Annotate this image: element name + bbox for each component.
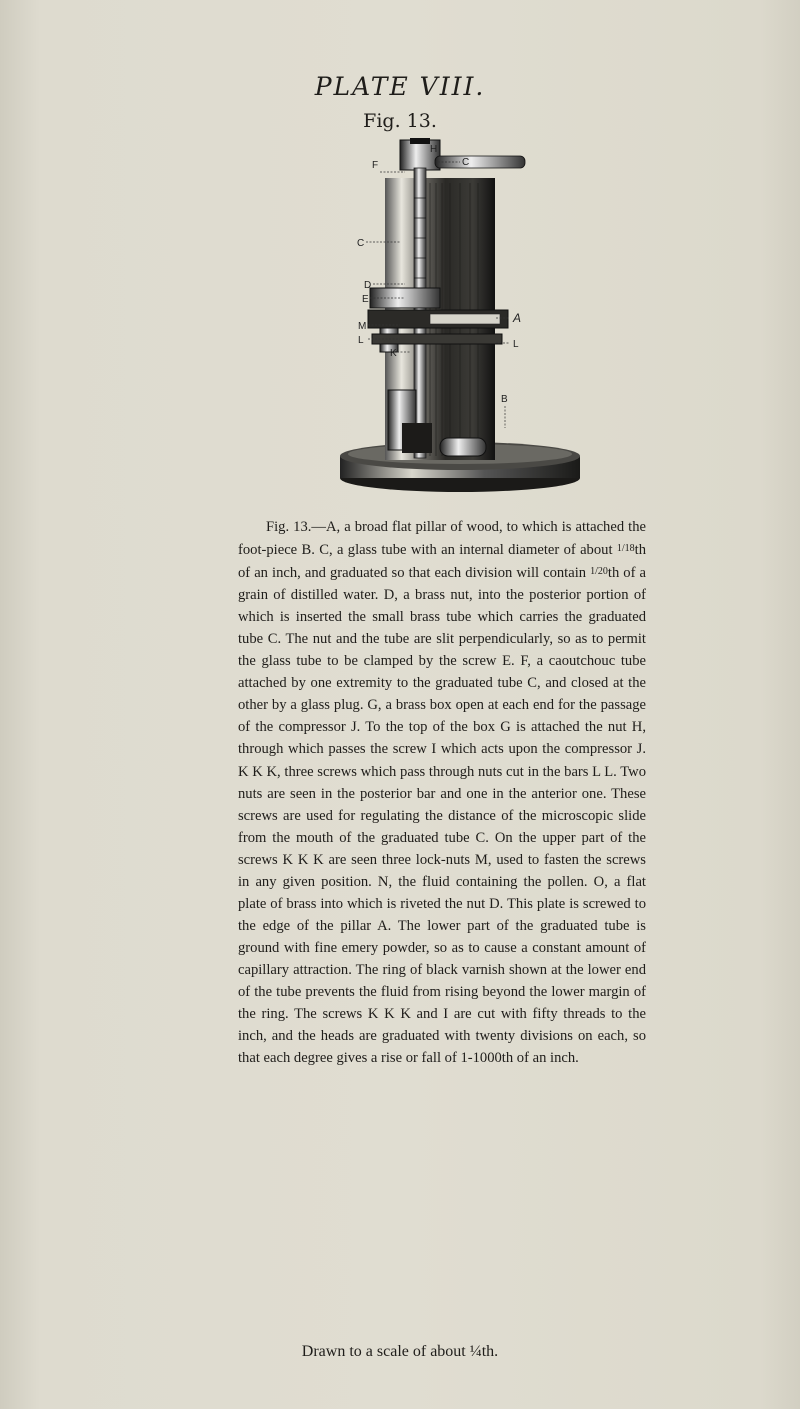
figure-letter-k: K bbox=[390, 348, 397, 359]
apparatus-illustration bbox=[310, 138, 610, 498]
figure-letter-e: E bbox=[362, 294, 369, 305]
figure-caption bbox=[238, 516, 646, 1069]
caption-paragraph bbox=[238, 516, 646, 1069]
apparatus-drawing bbox=[310, 138, 610, 498]
caption-fraction-1: 1/18 bbox=[616, 543, 635, 555]
figure-label: Fig. 13. bbox=[363, 110, 437, 132]
figure-letter-d: D bbox=[364, 280, 372, 291]
caption-text-3: th of a grain of distilled water. D, a brass nut, into the posterior portion of which is inserted the small brass tube which carries the graduated tube C. The nut and the tube are slit perpendicularly, so as to permit the glass tube to be clamped by the screw E. F, a caoutchouc tube attached by one extremity to the graduated tube C, and closed at the other by a glass plug. G, a brass box open at each end for the passage of the compressor J. To the top of the box G is attached the nut H, through which passes the screw I which acts upon the compressor J. K K K, three screws which pass through nuts cut in the bars L L. Two nuts are seen in the posterior bar and one in the anterior one. These screws are used for regulating the distance of the microscopic slide from the mouth of the graduated tube C. On the upper part of the screws K K K are seen three lock-nuts M, used to fasten the screws in any given position. N, the fluid containing the pollen. O, a flat plate of brass into which is riveted the nut D. This plate is screwed to the edge of the pillar A. The lower part of the graduated tube is ground with fine emery powder, so as to cause a constant amount of capillary attraction. The ring of black varnish shown at the lower end of the tube prevents the fluid from rising beyond the lower margin of the ring. The screws K K K and I are cut with fifty threads to the inch, and the heads are graduated with twenty divisions on each, so that each degree gives a rise or fall of 1-1000th of an inch. bbox=[238, 565, 646, 1067]
figure-letter-l-right: L bbox=[513, 339, 519, 350]
figure-letter-a: A bbox=[513, 311, 522, 325]
figure-letter-c-top: C bbox=[462, 157, 470, 168]
figure-letter-c-side: C bbox=[357, 238, 365, 249]
figure-letter-b: B bbox=[501, 394, 508, 405]
caption-text-2: th of an inch, and graduated so that each division will contain bbox=[238, 542, 646, 582]
caption-fig-ref: Fig. 13. bbox=[266, 519, 312, 535]
figure-letter-m: M bbox=[358, 321, 367, 332]
plate-title: PLATE VIII. bbox=[314, 72, 486, 101]
caption-fraction-2: 1/20 bbox=[590, 566, 608, 578]
figure-letter-l-left: L bbox=[358, 335, 364, 346]
caption-text-1: —A, a broad flat pillar of wood, to which is attached the foot-piece B. C, a glass tube with an internal diameter of about bbox=[238, 519, 646, 559]
figure-letter-h: H bbox=[430, 144, 438, 155]
scale-note: Drawn to a scale of about ¼th. bbox=[301, 1343, 499, 1360]
figure-letter-f: F bbox=[372, 160, 379, 171]
